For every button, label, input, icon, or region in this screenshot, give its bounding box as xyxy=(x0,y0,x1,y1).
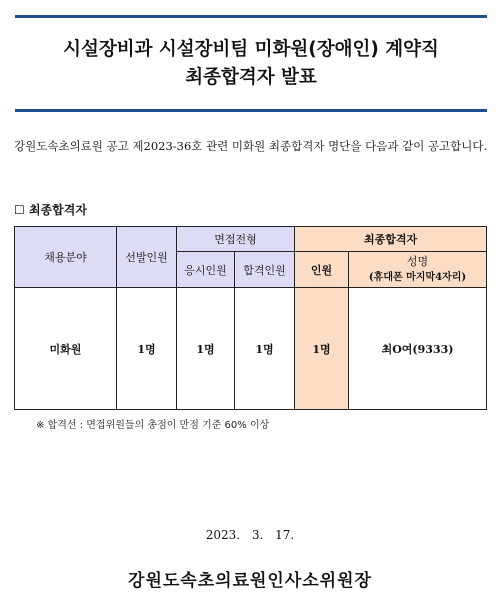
cell-applicants: 1명 xyxy=(177,288,235,410)
cell-field: 미화원 xyxy=(15,288,117,410)
page-title xyxy=(15,36,487,92)
section-heading xyxy=(14,201,87,218)
header-name-label: 성명 xyxy=(406,254,429,268)
cell-selected: 1명 xyxy=(117,288,177,410)
announcement-date: 2023. 3. 17. xyxy=(205,528,295,542)
issuer-name: 강원도속초의료원인사소위원장 xyxy=(128,571,372,591)
table-row xyxy=(15,288,487,410)
header-final-group: 최종합격자 xyxy=(295,227,487,252)
header-passed: 합격인원 xyxy=(235,252,295,288)
header-selected: 선발인원 xyxy=(117,227,177,288)
cell-passed: 1명 xyxy=(235,288,295,410)
header-applicants: 응시인원 xyxy=(177,252,235,288)
cell-count: 1명 xyxy=(295,288,349,410)
header-name-sub: (휴대폰 마지막4자리) xyxy=(368,271,467,283)
title-line-2: 최종합격자 발표 xyxy=(185,67,317,88)
section-title: 최종합격자 xyxy=(28,203,87,217)
top-rule xyxy=(15,15,487,18)
header-count: 인원 xyxy=(295,252,349,288)
header-field: 채용분야 xyxy=(15,227,117,288)
intro-paragraph: 강원도속초의료원 공고 제2023-36호 관련 미화원 최종합격자 명단을 다음과 같이 공고합니다. xyxy=(14,139,488,153)
checkbox-icon: ☐ xyxy=(14,203,25,217)
header-interview-group: 면접전형 xyxy=(177,227,295,252)
final-result-table xyxy=(14,226,487,410)
pass-criteria-note: ※ 합격선 : 면접위원들의 총점이 만점 기준 60% 이상 xyxy=(36,420,270,431)
bottom-rule xyxy=(15,109,487,112)
header-name xyxy=(349,252,487,288)
cell-name: 최O여(9333) xyxy=(349,288,487,410)
title-line-1: 시설장비과 시설장비팀 미화원(장애인) 계약직 xyxy=(63,39,439,60)
